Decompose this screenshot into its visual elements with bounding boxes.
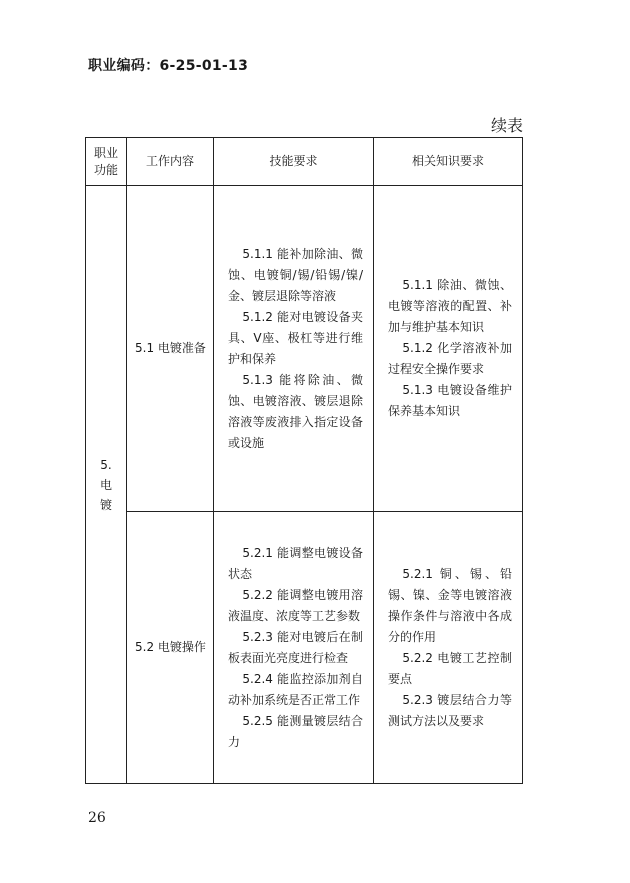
skill-standard-table <box>85 137 523 784</box>
work-content-cell <box>127 512 214 784</box>
knowledge-item: 5.2.1 铜、锡、铅锡、镍、金等电镀溶液操作条件与溶液中各成分的作用 <box>388 566 512 644</box>
knowledge-item: 5.1.3 电镀设备维护保养基本知识 <box>388 383 512 418</box>
function-cell <box>86 186 127 784</box>
skill-item: 5.1.1 能补加除油、微蚀、电镀铜/锡/铅锡/镍/金、镀层退除等溶液 <box>228 246 363 303</box>
knowledge-item: 5.2.3 镀层结合力等测试方法以及要求 <box>388 692 512 728</box>
column-header-function <box>86 138 127 186</box>
knowledge-requirements-cell <box>374 512 523 784</box>
skill-item: 5.2.5 能测量镀层结合力 <box>228 713 363 749</box>
skill-requirements-cell <box>214 186 374 512</box>
work-content-cell <box>127 186 214 512</box>
column-header-function-label: 职业 功能 <box>93 145 118 177</box>
knowledge-requirements-cell <box>374 186 523 512</box>
knowledge-item: 5.1.2 化学溶液补加过程安全操作要求 <box>388 341 512 376</box>
skill-item: 5.1.2 能对电镀设备夹具、V座、极杠等进行维护和保养 <box>228 309 363 366</box>
function-number: 5. <box>100 457 112 472</box>
column-header-work-content: 工作内容 <box>127 138 214 186</box>
table-row <box>86 512 523 784</box>
column-header-knowledge-requirements: 相关知识要求 <box>374 138 523 186</box>
knowledge-item: 5.2.2 电镀工艺控制要点 <box>388 650 512 686</box>
function-name-char-1: 电 <box>99 477 112 492</box>
skill-item: 5.1.3 能将除油、微蚀、电镀溶液、镀层退除溶液等废液排入指定设备或设施 <box>228 372 363 450</box>
knowledge-item: 5.1.1 除油、微蚀、电镀等溶液的配置、补加与维护基本知识 <box>388 278 512 334</box>
skill-item: 5.2.4 能监控添加剂自动补加系统是否正常工作 <box>228 671 363 707</box>
table-header-row <box>86 138 523 186</box>
page-number: 26 <box>88 810 106 826</box>
function-name-char-2: 镀 <box>99 497 112 512</box>
continued-table-label: 续表 <box>490 116 523 135</box>
skill-item: 5.2.3 能对电镀后在制板表面光亮度进行检查 <box>228 629 363 665</box>
work-content-label: 5.1 电镀准备 <box>135 341 206 355</box>
work-content-label: 5.2 电镀操作 <box>135 640 206 654</box>
skill-item: 5.2.2 能调整电镀用溶液温度、浓度等工艺参数 <box>228 587 363 623</box>
table-row <box>86 186 523 512</box>
skill-requirements-cell <box>214 512 374 784</box>
column-header-skill-requirements: 技能要求 <box>214 138 374 186</box>
skill-item: 5.2.1 能调整电镀设备状态 <box>228 545 363 581</box>
occupation-code: 职业编码：6-25-01-13 <box>88 58 249 74</box>
